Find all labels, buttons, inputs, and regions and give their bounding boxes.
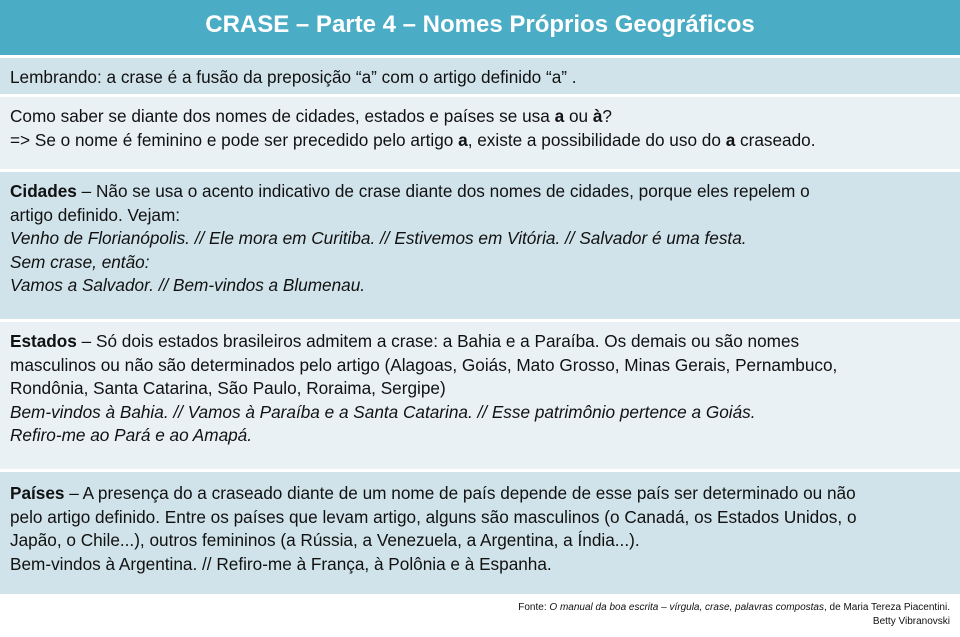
row-lembrando	[0, 58, 960, 97]
estados-line-3: Rondônia, Santa Catarina, São Paulo, Roraima, Sergipe)	[10, 378, 446, 398]
estados-heading: Estados	[10, 331, 77, 351]
row-estados	[0, 322, 960, 472]
cidades-line-1: Cidades – Não se usa o acento indicativo de crase diante dos nomes de cidades, porque eles repelem o	[10, 181, 810, 201]
paises-line-1: Países – A presença do a craseado diante de um nome de país depende de esse país ser determinado ou não	[10, 483, 856, 503]
source-footer	[0, 597, 960, 637]
slide-title: CRASE – Parte 4 – Nomes Próprios Geográficos	[0, 0, 960, 58]
lembrando-text: Lembrando: a crase é a fusão da preposição “a” com o artigo definido “a” .	[10, 67, 577, 87]
cidades-example-3: Vamos a Salvador. // Bem-vindos a Blumenau.	[10, 275, 366, 295]
cidades-line-2: artigo definido. Vejam:	[10, 204, 181, 225]
estados-example-1: Bem-vindos à Bahia. // Vamos à Paraíba e a Santa Catarina. // Esse patrimônio pertence a Goiás.	[10, 401, 756, 422]
cidades-heading: Cidades	[10, 181, 77, 201]
paises-line-4: Bem-vindos à Argentina. // Refiro-me à França, à Polônia e à Espanha.	[10, 553, 552, 574]
question-line: Como saber se diante dos nomes de cidades, estados e países se usa a ou à?	[10, 106, 612, 126]
row-como-saber	[0, 97, 960, 172]
row-paises	[0, 472, 960, 597]
row-cidades	[0, 172, 960, 322]
source-citation: Fonte: O manual da boa escrita – vírgula, crase, palavras compostas, de Maria Tereza Piacentini.	[518, 602, 950, 613]
cidades-example-2: Sem crase, então:	[10, 251, 150, 272]
cidades-example-1: Venho de Florianópolis. // Ele mora em Curitiba. // Estivemos em Vitória. // Salvador é uma festa.	[10, 228, 747, 248]
paises-line-3: Japão, o Chile...), outros femininos (a Rússia, a Venezuela, a Argentina, a Índia...).	[10, 530, 640, 550]
author-credit: Betty Vibranovski	[872, 616, 950, 627]
estados-example-2: Refiro-me ao Pará e ao Amapá.	[10, 425, 253, 445]
answer-line: => Se o nome é feminino e pode ser precedido pelo artigo a, existe a possibilidade do uso do a craseado.	[10, 129, 816, 150]
paises-line-2: pelo artigo definido. Entre os países que levam artigo, alguns são masculinos (o Canadá, os Estados Unidos, o	[10, 506, 857, 527]
estados-line-2: masculinos ou não são determinados pelo artigo (Alagoas, Goiás, Mato Grosso, Minas Gerais, Pernambuco,	[10, 354, 838, 375]
paises-heading: Países	[10, 483, 65, 503]
estados-line-1: Estados – Só dois estados brasileiros admitem a crase: a Bahia e a Paraíba. Os demais ou são nomes	[10, 331, 800, 351]
